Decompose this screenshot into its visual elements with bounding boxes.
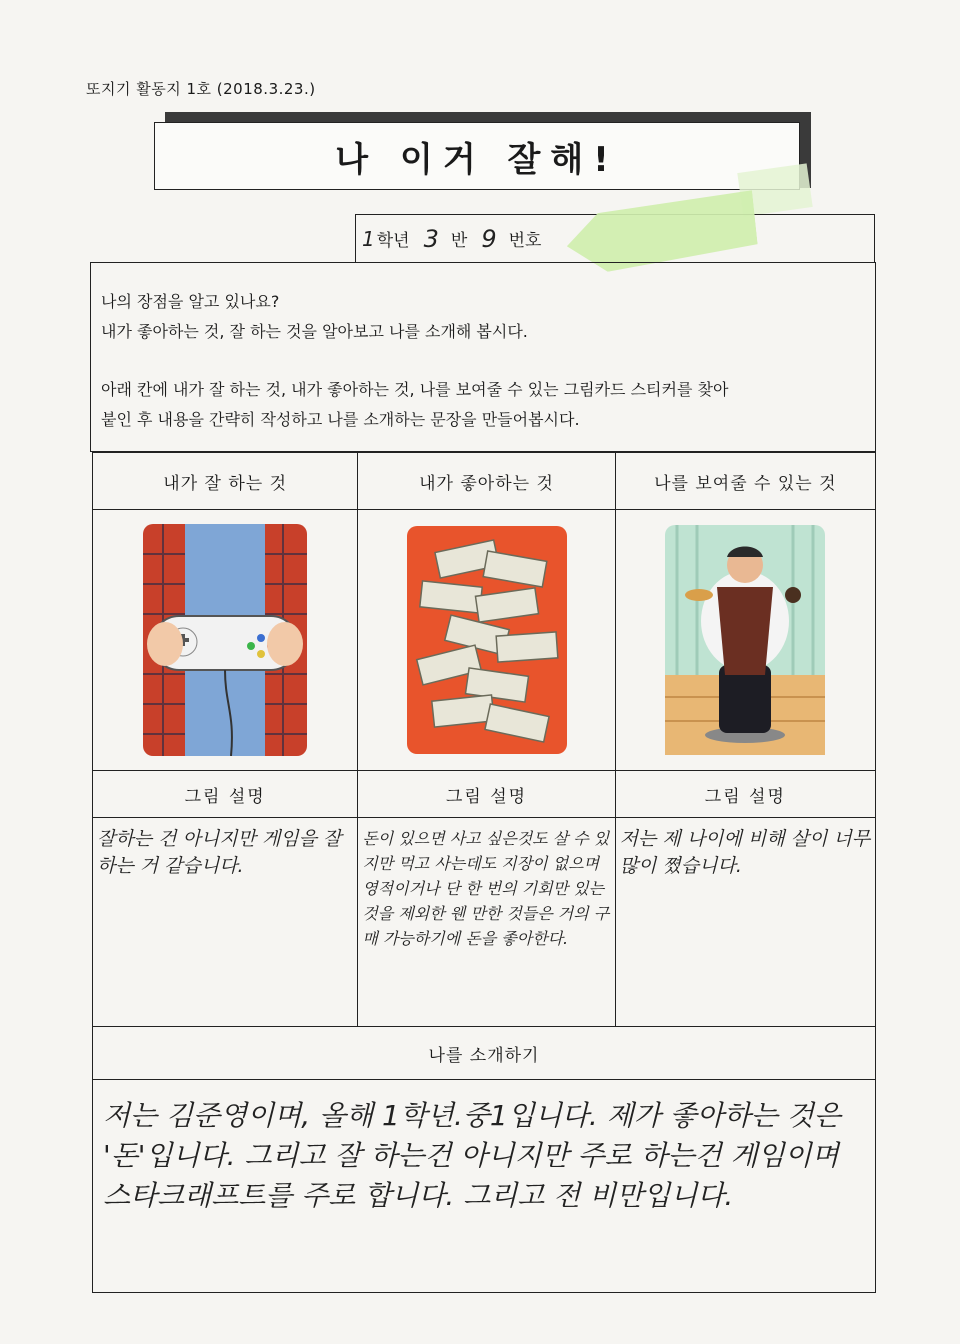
image-row (93, 510, 875, 771)
card-cell-2 (358, 510, 615, 770)
description-like: 돈이 있으면 사고 싶은것도 살 수 있지만 먹고 사는데도 지장이 없으며 영적이거나 단 한 번의 기회만 있는 것을 제외한 웬 만한 것들은 거의 구매 가능하기에 돈을 좋아한다. (358, 818, 615, 1026)
col-header-like: 내가 좋아하는 것 (358, 453, 615, 509)
caption-label-2: 그림 설명 (358, 771, 615, 817)
self-intro-header: 나를 소개하기 (428, 1045, 540, 1066)
self-intro-body-row (93, 1080, 875, 1292)
class-value-handwritten: 3 (423, 224, 439, 253)
self-intro-text: 저는 김준영이며, 올해 1학년.중1입니다. 제가 좋아하는 것은 '돈'입니다. 그리고 잘 하는건 아니지만 주로 하는건 게임이며 스타크래프트를 주로 합니다. 그리고 전 비만입니다. (103, 1099, 841, 1212)
description-show-me: 저는 제 나이에 비해 살이 너무 많이 쪘습니다. (619, 828, 871, 877)
caption-row (93, 771, 875, 818)
class-label: 반 (450, 231, 468, 251)
activity-table (92, 452, 876, 1293)
money-pile-icon (407, 526, 567, 754)
worksheet-header: 또지기 활동지 1호 (2018.3.23.) (86, 80, 316, 98)
intro-line-3: 아래 칸에 내가 잘 하는 것, 내가 좋아하는 것, 나를 보여줄 수 있는 그림카드 스티커를 찾아 (101, 380, 729, 399)
scale-man-icon (665, 525, 825, 755)
description-row (93, 818, 875, 1027)
game-controller-icon (143, 524, 307, 756)
header-row (93, 453, 875, 510)
self-intro-header-row (93, 1027, 875, 1080)
grade-label: 학년 (376, 231, 410, 251)
description-good-at: 잘하는 건 아니지만 게임을 잘하는 거 같습니다. (93, 818, 358, 1026)
intro-line-2: 내가 좋아하는 것, 잘 하는 것을 알아보고 나를 소개해 봅시다. (101, 322, 528, 341)
caption-label-3: 그림 설명 (704, 786, 786, 807)
number-value-handwritten: 9 (481, 224, 497, 253)
col-header-show-me: 나를 보여줄 수 있는 것 (654, 473, 837, 494)
intro-instructions (90, 262, 876, 452)
intro-line-4: 붙인 후 내용을 간략히 작성하고 나를 소개하는 문장을 만들어봅시다. (101, 410, 580, 429)
card-cell-3 (616, 510, 875, 770)
page-title: 나 이거 잘해! (154, 122, 800, 190)
card-cell-1 (93, 510, 358, 770)
number-label: 번호 (508, 231, 542, 251)
intro-line-1: 나의 장점을 알고 있나요? (101, 292, 280, 311)
caption-label-1: 그림 설명 (93, 771, 358, 817)
col-header-good-at: 내가 잘 하는 것 (93, 453, 358, 509)
grade-prefix-handwritten: 1 (362, 226, 375, 251)
